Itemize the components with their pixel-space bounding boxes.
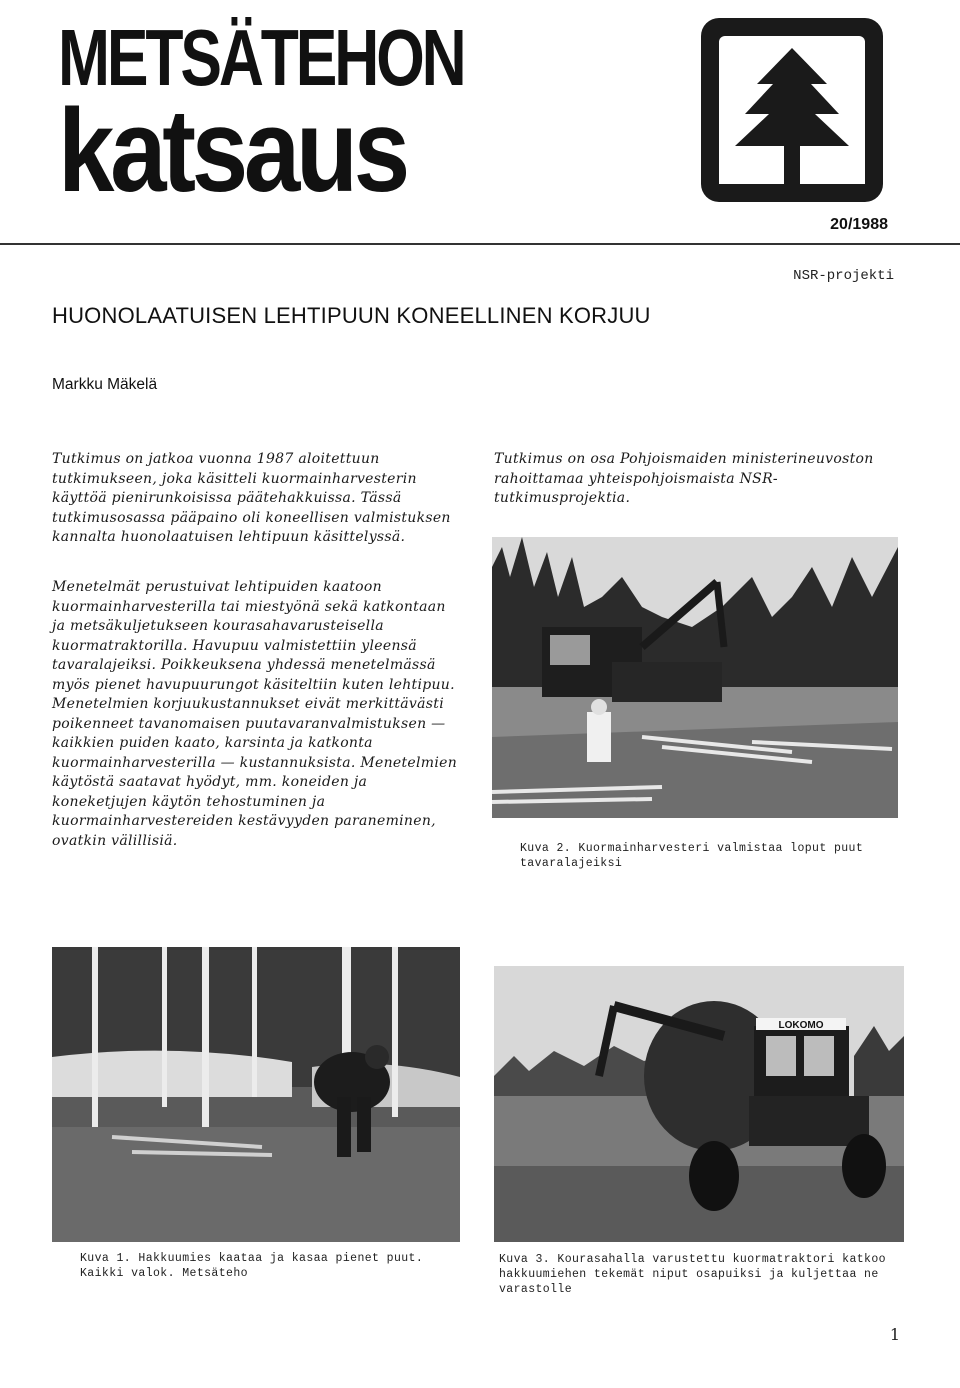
caption-kuva-1: Kuva 1. Hakkuumies kaataa ja kasaa pienet puut. Kaikki valok. Metsäteho xyxy=(80,1252,424,1280)
machine-brand-label: LOKOMO xyxy=(778,1020,824,1031)
issue-number: 20/1988 xyxy=(830,216,888,233)
caption-kuva-2: Kuva 2. Kuormainharvesteri valmistaa loput puut tavaralajeiksi xyxy=(520,842,864,870)
paragraph-intro: Tutkimus on jatkoa vuonna 1987 aloitettuun tutkimukseen, joka käsitteli kuormainharvesterin käyttöä pienirunkoisissa päätehakkuissa. Tässä tutkimusosassa pääpaino oli koneellisen valmistuksen kannalta huonolaatuisen lehtipuun käsittelyssä. xyxy=(52,451,451,545)
paragraph-methods: Menetelmät perustuivat lehtipuiden kaatoon kuormainharvesterilla tai miestyönä sekä katkontaan ja metsäkuljetukseen kourasahavarusteisella kuormatraktorilla. Havupuu valmistettiin yleensä tavaralajeiksi. Poikkeuksena yhdessä menetelmässä myös pienet havupuurungot käsiteltiin kuten lehtipuu. Menetelmien korjuukustannukset eivät merkittävästi poikenneet tavanomaisen puutavaranvalmistuksen — kaikkien puiden kaato, karsinta ja katkonta kuormainharvesterilla — kustannuksista. Menetelmien käytöstä saatavat hyödyt, mm. koneiden ja koneketjujen käytön tehostuminen ja kuormainharvestereiden kestävyyden paraneminen, ovatkin välillisiä. xyxy=(52,579,458,849)
page-number: 1 xyxy=(889,1325,900,1344)
masthead-subtitle: katsaus xyxy=(58,85,406,217)
photo-lumberjack xyxy=(52,947,460,1242)
header-divider xyxy=(0,243,960,245)
project-label: NSR-projekti xyxy=(793,268,894,284)
caption-kuva-3: Kuva 3. Kourasahalla varustettu kuormatraktori katkoo hakkuumiehen tekemät niput osapuiksi ja kuljettaa ne varastolle xyxy=(499,1253,886,1296)
article-author: Markku Mäkelä xyxy=(52,376,158,393)
photo-harvester xyxy=(492,537,898,818)
masthead-title: METSÄTEHON xyxy=(58,13,464,102)
photo-forwarder xyxy=(494,966,904,1242)
spruce-tree-logo-icon xyxy=(697,14,887,206)
paragraph-funding: Tutkimus on osa Pohjoismaiden ministerineuvoston rahoittamaa yhteispohjoismaista NSR-tutkimusprojektia. xyxy=(494,451,874,506)
article-title: HUONOLAATUISEN LEHTIPUUN KONEELLINEN KORJUU xyxy=(52,303,651,328)
